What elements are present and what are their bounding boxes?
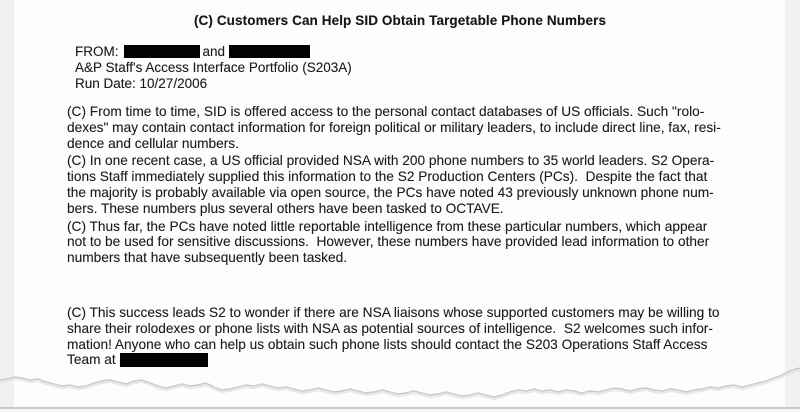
paragraph-4-lines [67,305,767,352]
text-line: (C) Thus far, the PCs have noted little reportable intelligence from these particular numbers, which appear [67,218,708,234]
text-line: (C) This success leads S2 to wonder if there are NSA liaisons whose supported customers may be willing to [67,304,720,320]
paragraph-4-last-line [67,352,767,368]
from-line [75,44,352,60]
document-body [67,104,767,368]
scan-edge-right [785,0,800,412]
text-line: numbers that have subsequently been tasked. [67,250,348,266]
text-line: bers. These numbers plus several others have been tasked to OCTAVE. [67,200,504,216]
paragraph-3 [67,219,767,266]
paragraph-1 [67,104,767,151]
text-line: not to be used for sensitive discussions. However, these numbers have provided lead information to other [67,234,710,250]
run-date-line: Run Date: 10/27/2006 [75,76,208,91]
text-line: dence and cellular numbers. [67,135,239,151]
document-title: (C) Customers Can Help SID Obtain Targetable Phone Numbers [193,13,607,28]
portfolio-line: A&P Staff's Access Interface Portfolio (S203A) [75,60,352,75]
text-line: the majority is probably available via open source, the PCs have noted 43 previously unknown phone num- [67,184,714,200]
document-header [75,44,352,92]
and-label: and [202,44,226,59]
paragraph-2 [67,153,767,216]
from-label: FROM: [75,44,119,59]
text-line: (C) In one recent case, a US official provided NSA with 200 phone numbers to 35 world leaders. S2 Opera- [67,153,715,169]
team-at-label: Team at [67,352,116,368]
redaction-bar [229,45,310,58]
text-line: tions Staff immediately supplied this information to the S2 Production Centers (PCs). Despite the fact that [67,169,708,185]
text-line: share their rolodexes or phone lists with NSA as potential sources of intelligence. S2 welcomes such infor- [67,320,713,336]
redaction-bar [124,45,200,58]
scan-edge-left [0,0,14,412]
paragraph-4 [67,305,767,368]
text-line: dexes" may contain contact information for foreign political or military leaders, to include direct line, fax, resi- [67,119,721,135]
text-line: mation! Anyone who can help us obtain such phone lists should contact the S203 Operations Staff Access [67,336,708,352]
text-line: (C) From time to time, SID is offered access to the personal contact databases of US officials. Such "rolo- [67,104,705,119]
redaction-bar [120,353,208,367]
